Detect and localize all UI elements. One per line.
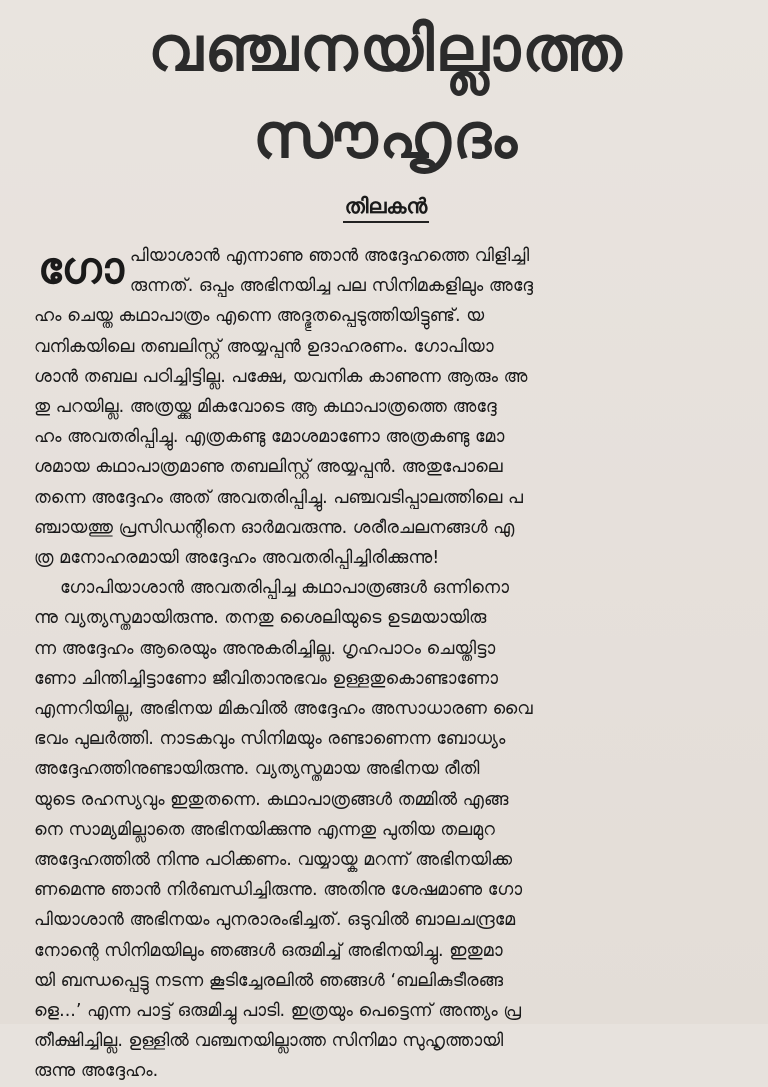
text-line: ന്നു വ്യത്യസ്തമായിരുന്നു. തനതു ശൈലിയുടെ ഉടമയായിരു <box>34 608 487 629</box>
text-line: ണമെന്നു ഞാൻ നിർബന്ധിച്ചിരുന്നു. അതിനു ശേഷമാണു ഗോ <box>34 880 523 901</box>
text-line: ളെ...’ എന്ന പാട്ട് ഒരുമിച്ചു പാടി. ഇത്രയും പെട്ടെന്ന് അന്ത്യം പ്ര <box>34 1001 522 1022</box>
drop-cap: ഗോ <box>38 243 122 294</box>
text-line: തു പറയില്ല. അത്രയ്ക്കു മികവോടെ ആ കഥാപാത്രത്തെ അദ്ദേ <box>34 397 497 418</box>
text-line: ഭവം പുലർത്തി. നാടകവും സിനിമയും രണ്ടാണെന്ന ബോധ്യം <box>34 729 506 750</box>
paragraph-2 <box>34 573 738 1086</box>
text-line: ശമായ കഥാപാത്രമാണു തബലിസ്റ്റ് അയ്യപ്പൻ. അതുപോലെ <box>34 457 503 478</box>
text-line: യി ബന്ധപ്പെട്ടു നടന്ന കൂടിച്ചേരലിൽ ഞങ്ങൾ ‘ബലികുടീരങ്ങ <box>34 970 504 991</box>
text-line: നോന്റെ സിനിമയിലും ഞങ്ങൾ ഒരുമിച്ച് അഭിനയിച്ചു. ഇതുമാ <box>34 940 503 961</box>
text-line: ത്ര മനോഹരമായി അദ്ദേഹം അവതരിപ്പിച്ചിരിക്കുന്നു! <box>34 548 440 569</box>
text-line: രുന്നത്. ഒപ്പം അഭിനയിച്ച പല സിനിമകളിലും അദ്ദേ <box>129 276 534 297</box>
article-body <box>34 241 738 1087</box>
author-name: തിലകൻ <box>343 194 430 223</box>
headline-line-1: വഞ്ചനയില്ലാത്ത <box>148 12 624 85</box>
text-line: തന്നെ അദ്ദേഹം അത് അവതരിപ്പിച്ചു. പഞ്ചവടിപ്പാലത്തിലെ പ <box>34 487 524 508</box>
byline <box>34 194 738 223</box>
text-line: ശാൻ തബല പഠിച്ചിട്ടില്ല. പക്ഷേ, യവനിക കാണുന്ന ആരും അ <box>34 366 528 387</box>
text-line: ന്ന അദ്ദേഹം ആരെയും അനുകരിച്ചില്ല. ഗൃഹപാഠം ചെയ്തിട്ടാ <box>34 638 496 659</box>
text-line: ഹം ചെയ്ത കഥാപാത്രം എന്നെ അദ്ഭുതപ്പെടുത്തിയിട്ടുണ്ട്. യ <box>34 306 485 327</box>
text-line: വനികയിലെ തബലിസ്റ്റ് അയ്യപ്പൻ ഉദാഹരണം. ഗോപിയാ <box>34 336 494 357</box>
headline-line-2: സൗഹൃദം <box>253 99 519 172</box>
text-line: അദ്ദേഹത്തിൽ നിന്നു പഠിക്കണം. വയ്യായ്ക മറന്ന് അഭിനയിക്ക <box>34 850 513 871</box>
text-line: നെ സാമ്യമില്ലാതെ അഭിനയിക്കുന്നു എന്നതു പുതിയ തലമുറ <box>34 819 495 840</box>
text-line: തീക്ഷിച്ചില്ല. ഉള്ളിൽ വഞ്ചനയില്ലാത്ത സിനിമാ സുഹൃത്തായി <box>34 1031 504 1052</box>
text-line: പിയാശാൻ അഭിനയം പുനരാരംഭിച്ചത്. ഒടുവിൽ ബാലചന്ദ്രമേ <box>34 910 516 931</box>
text-line: അദ്ദേഹത്തിനുണ്ടായിരുന്നു. വ്യത്യസ്തമായ അഭിനയ രീതി <box>34 759 480 780</box>
text-line: എന്നറിയില്ല, അഭിനയ മികവിൽ അദ്ദേഹം അസാധാരണ വൈ <box>34 699 533 720</box>
text-line: ഞ്ചായത്തു പ്രസിഡന്റിനെ ഓർമവരുന്നു. ശരീരചലനങ്ങൾ എ <box>34 517 515 538</box>
text-line: ഹം അവതരിപ്പിച്ചു. എത്രകണ്ടു മോശമാണോ അത്രകണ്ടു മോ <box>34 427 505 448</box>
text-line: ണോ ചിന്തിച്ചിട്ടാണോ ജീവിതാനുഭവം ഉള്ളതുകൊണ്ടാണോ <box>34 668 499 689</box>
text-line: രുന്നു അദ്ദേഹം. <box>34 1061 159 1082</box>
text-line: യുടെ രഹസ്യവും ഇതുതന്നെ. കഥാപാത്രങ്ങൾ തമ്മിൽ എങ്ങ <box>34 789 509 810</box>
text-line: ഗോപിയാശാൻ അവതരിപ്പിച്ച കഥാപാത്രങ്ങൾ ഒന്നിനൊ <box>60 578 509 599</box>
text-line: പിയാശാൻ എന്നാണു ഞാൻ അദ്ദേഹത്തെ വിളിച്ചി <box>129 246 530 266</box>
paragraph-1 <box>34 241 738 573</box>
